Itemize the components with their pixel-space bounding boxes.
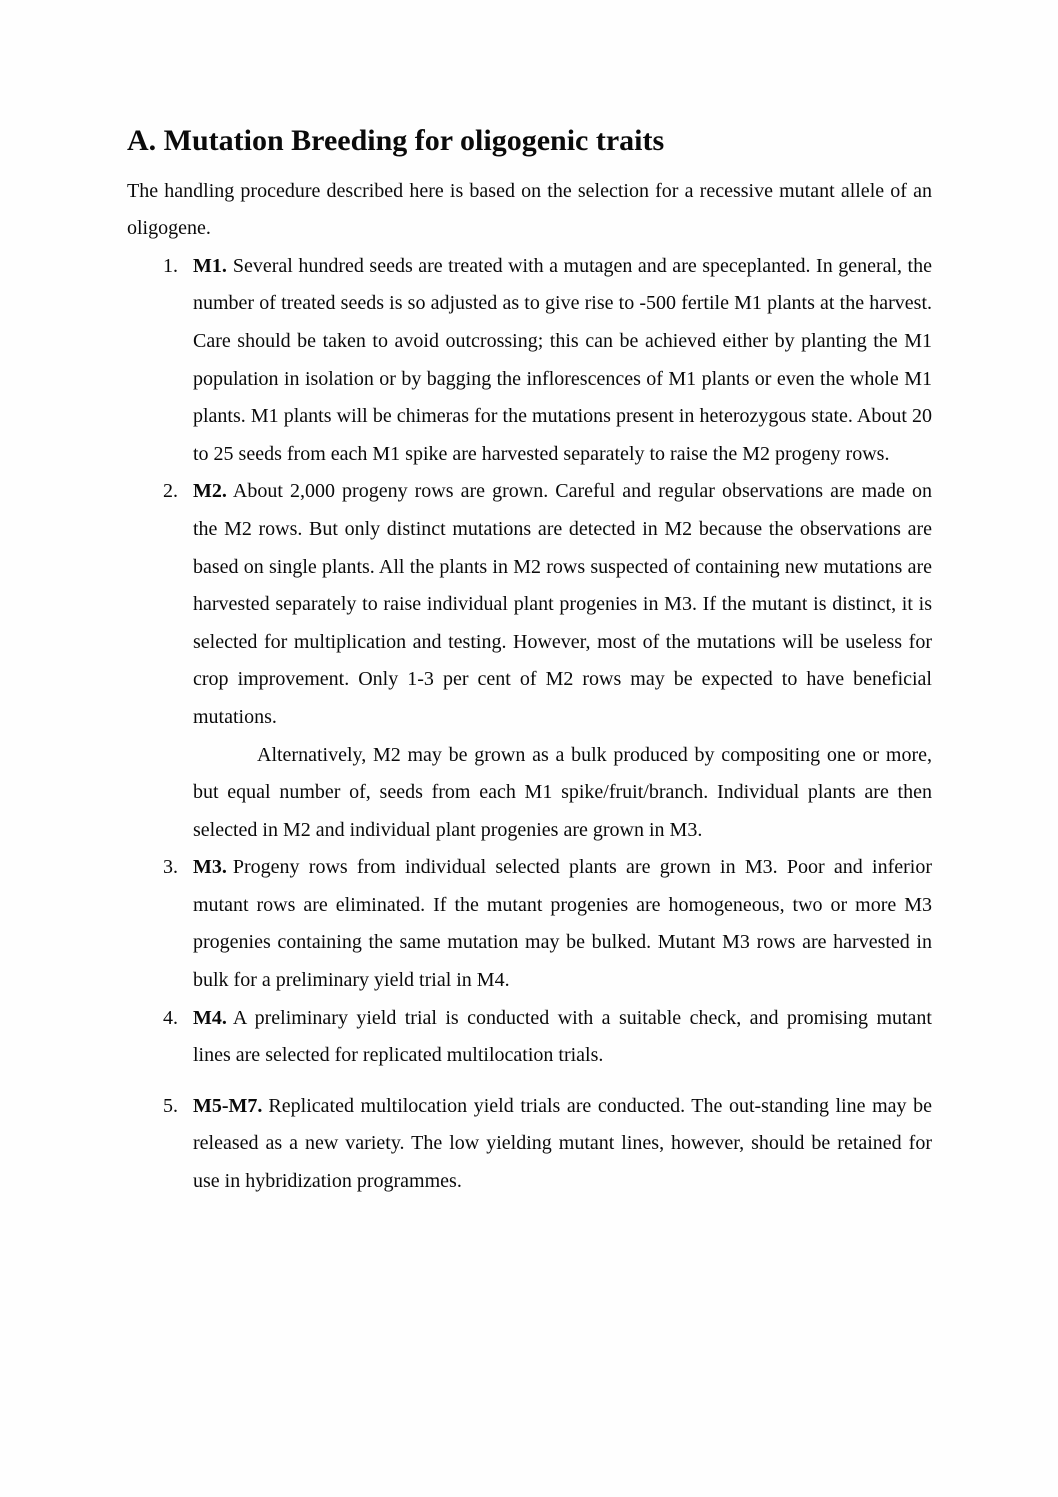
intro-paragraph: The handling procedure described here is based on the selection for a recessive mutant allele of an oligogene. bbox=[127, 179, 932, 240]
list-item-text: A preliminary yield trial is conducted with a suitable check, and promising mutant lines are selected for replicated multilocation trials. bbox=[193, 1006, 932, 1067]
list-item-number: 3. bbox=[163, 856, 178, 879]
list-item-number: 1. bbox=[163, 254, 178, 277]
list-item-label: M3. bbox=[193, 856, 227, 879]
list-item-text: Progeny rows from individual selected plants are grown in M3. Poor and inferior mutant rows are eliminated. If the mutant progenies are homogeneous, two or more M3 progenies containing the same mutation may be bulked. Mutant M3 rows are harvested in bulk for a preliminary yield trial in M4. bbox=[193, 856, 932, 992]
list-item-label: M5-M7. bbox=[193, 1094, 263, 1117]
list-item-m3 bbox=[127, 849, 932, 999]
list-item-m2 bbox=[127, 473, 932, 736]
list-item-label: M1. bbox=[193, 254, 227, 277]
list-item-text: About 2,000 progeny rows are grown. Careful and regular observations are made on the M2 rows. But only distinct mutations are detected in M2 because the observations are based on single plants. All the plants in M2 rows suspected of containing new mutations are harvested separately to raise individual plant progenies in M3. If the mutant is distinct, it is selected for multiplication and testing. However, most of the mutations will be useless for crop improvement. Only 1-3 per cent of M2 rows may be expected to have beneficial mutations. bbox=[193, 480, 932, 728]
list-item-m1 bbox=[127, 248, 932, 474]
list-item-label: M4. bbox=[193, 1006, 227, 1029]
list-item-label: M2. bbox=[193, 480, 227, 503]
list-item-m2-continuation: Alternatively, M2 may be grown as a bulk produced by compositing one or more, but equal number of, seeds from each M1 spike/fruit/branch. Individual plants are then selected in M2 and individual plant progenies are grown in M3. bbox=[193, 743, 932, 841]
list-item-m5-m7 bbox=[127, 1088, 932, 1201]
list-item-number: 4. bbox=[163, 1006, 178, 1029]
list-item-number: 5. bbox=[163, 1094, 178, 1117]
numbered-list bbox=[127, 248, 932, 1201]
section-heading: A. Mutation Breeding for oligogenic traits bbox=[127, 124, 665, 157]
list-item-m4 bbox=[127, 1000, 932, 1075]
list-item-number: 2. bbox=[163, 480, 178, 503]
list-item-text: Several hundred seeds are treated with a mutagen and are speceplanted. In general, the number of treated seeds is so adjusted as to give rise to -500 fertile M1 plants at the harvest. Care should be taken to avoid outcrossing; this can be achieved either by planting the M1 population in isolation or by bagging the inflorescences of M1 plants or even the whole M1 plants. M1 plants will be chimeras for the mutations present in heterozygous state. About 20 to 25 seeds from each M1 spike are harvested separately to raise the M2 progeny rows. bbox=[193, 254, 932, 465]
list-item-text: Replicated multilocation yield trials are conducted. The out-standing line may be released as a new variety. The low yielding mutant lines, however, should be retained for use in hybridization programmes. bbox=[193, 1094, 932, 1193]
